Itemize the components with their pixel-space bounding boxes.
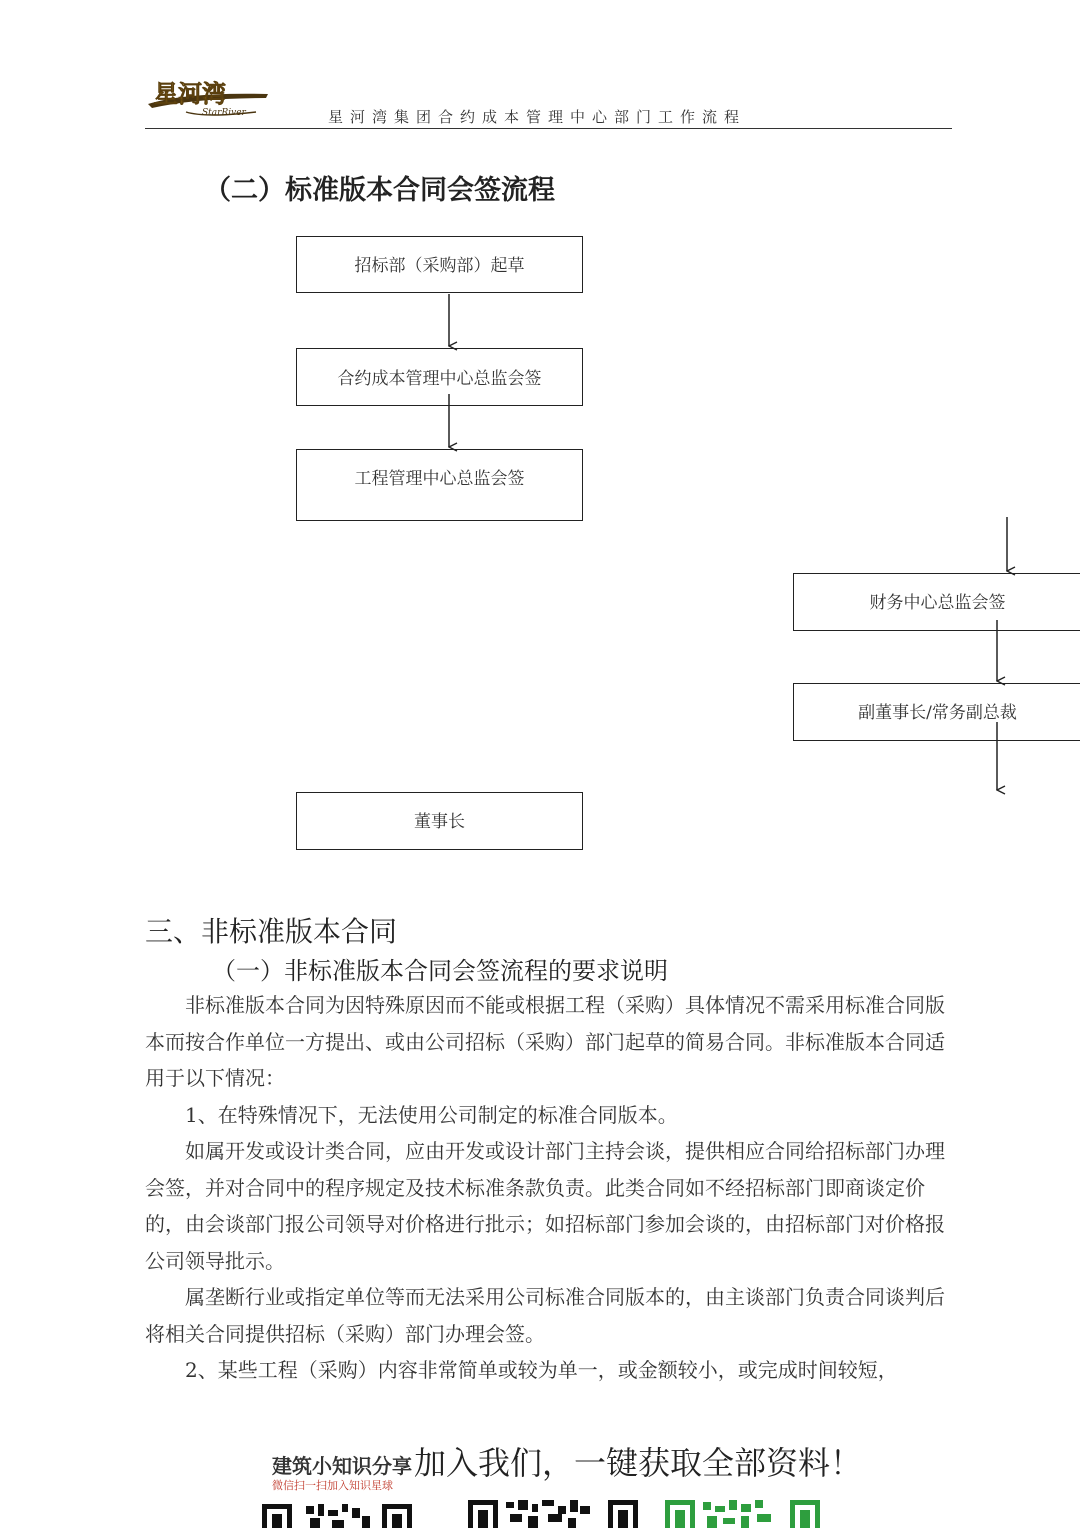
flow-step-label: 合约成本管理中心总监会签 <box>337 369 542 389</box>
header-divider <box>145 128 952 129</box>
flow-step-finance-sign <box>793 573 1080 631</box>
paragraph: 如属开发或设计类合同，应由开发或设计部门主持会谈，提供相应合同给招标部门办理会签，并对合同中的程序规定及技术标准条款负责。此类合同如不经招标部门即商谈定价的，由会谈部门报公司领导对价格进行批示；如招标部门参加会谈的，由招标部门对价格报公司领导批示。 <box>145 1139 945 1273</box>
body-text <box>145 987 953 1389</box>
flow-step-label: 副董事长/常务副总裁 <box>858 703 1017 723</box>
flow-step-vice-chairman <box>793 683 1080 741</box>
qr-code-icon[interactable] <box>665 1500 822 1528</box>
flow-step-engineering-sign <box>296 449 583 521</box>
header-title: 星河湾集团合约成本管理中心部门工作流程 <box>328 108 747 126</box>
section-subheading: （一）非标准版本合同会签流程的要求说明 <box>212 957 668 985</box>
paragraph: 非标准版本合同为因特殊原因而不能或根据工程（采购）具体情况不需采用标准合同版本而按合作单位一方提出、或由公司招标（采购）部门起草的简易合同。非标准版本合同适用于以下情况： <box>145 993 945 1090</box>
flow-step-chairman <box>296 792 583 850</box>
flow-step-draft <box>296 236 583 293</box>
starriver-logo <box>146 74 270 122</box>
promo-title[interactable]: 加入我们，一键获取全部资料！ <box>414 1444 863 1482</box>
qr-code-icon[interactable] <box>262 1500 414 1528</box>
promo-brand: 建筑小知识分享 <box>272 1454 412 1478</box>
flow-step-label: 董事长 <box>414 812 465 832</box>
promo-subtitle: 微信扫一扫加入知识星球 <box>272 1479 393 1492</box>
flow-step-label: 工程管理中心总监会签 <box>354 469 525 489</box>
list-item: 1、在特殊情况下，无法使用公司制定的标准合同版本。 <box>185 1102 678 1127</box>
list-item: 2、某些工程（采购）内容非常简单或较为单一，或金额较小，或完成时间较短， <box>185 1358 898 1382</box>
logo-wordmark: 星河湾 <box>154 79 226 108</box>
qr-code-icon[interactable] <box>468 1500 640 1528</box>
section-subtitle: （二）标准版本合同会签流程 <box>204 175 555 206</box>
logo-english: StarRiver <box>202 108 246 118</box>
flow-step-label: 财务中心总监会签 <box>869 593 1006 613</box>
flow-step-cost-center-sign <box>296 348 583 406</box>
paragraph: 属垄断行业或指定单位等而无法采用公司标准合同版本的，由主谈部门负责合同谈判后将相关合同提供招标（采购）部门办理会签。 <box>145 1285 945 1346</box>
section-heading: 三、非标准版本合同 <box>145 915 398 948</box>
flow-step-label: 招标部（采购部）起草 <box>354 256 525 276</box>
